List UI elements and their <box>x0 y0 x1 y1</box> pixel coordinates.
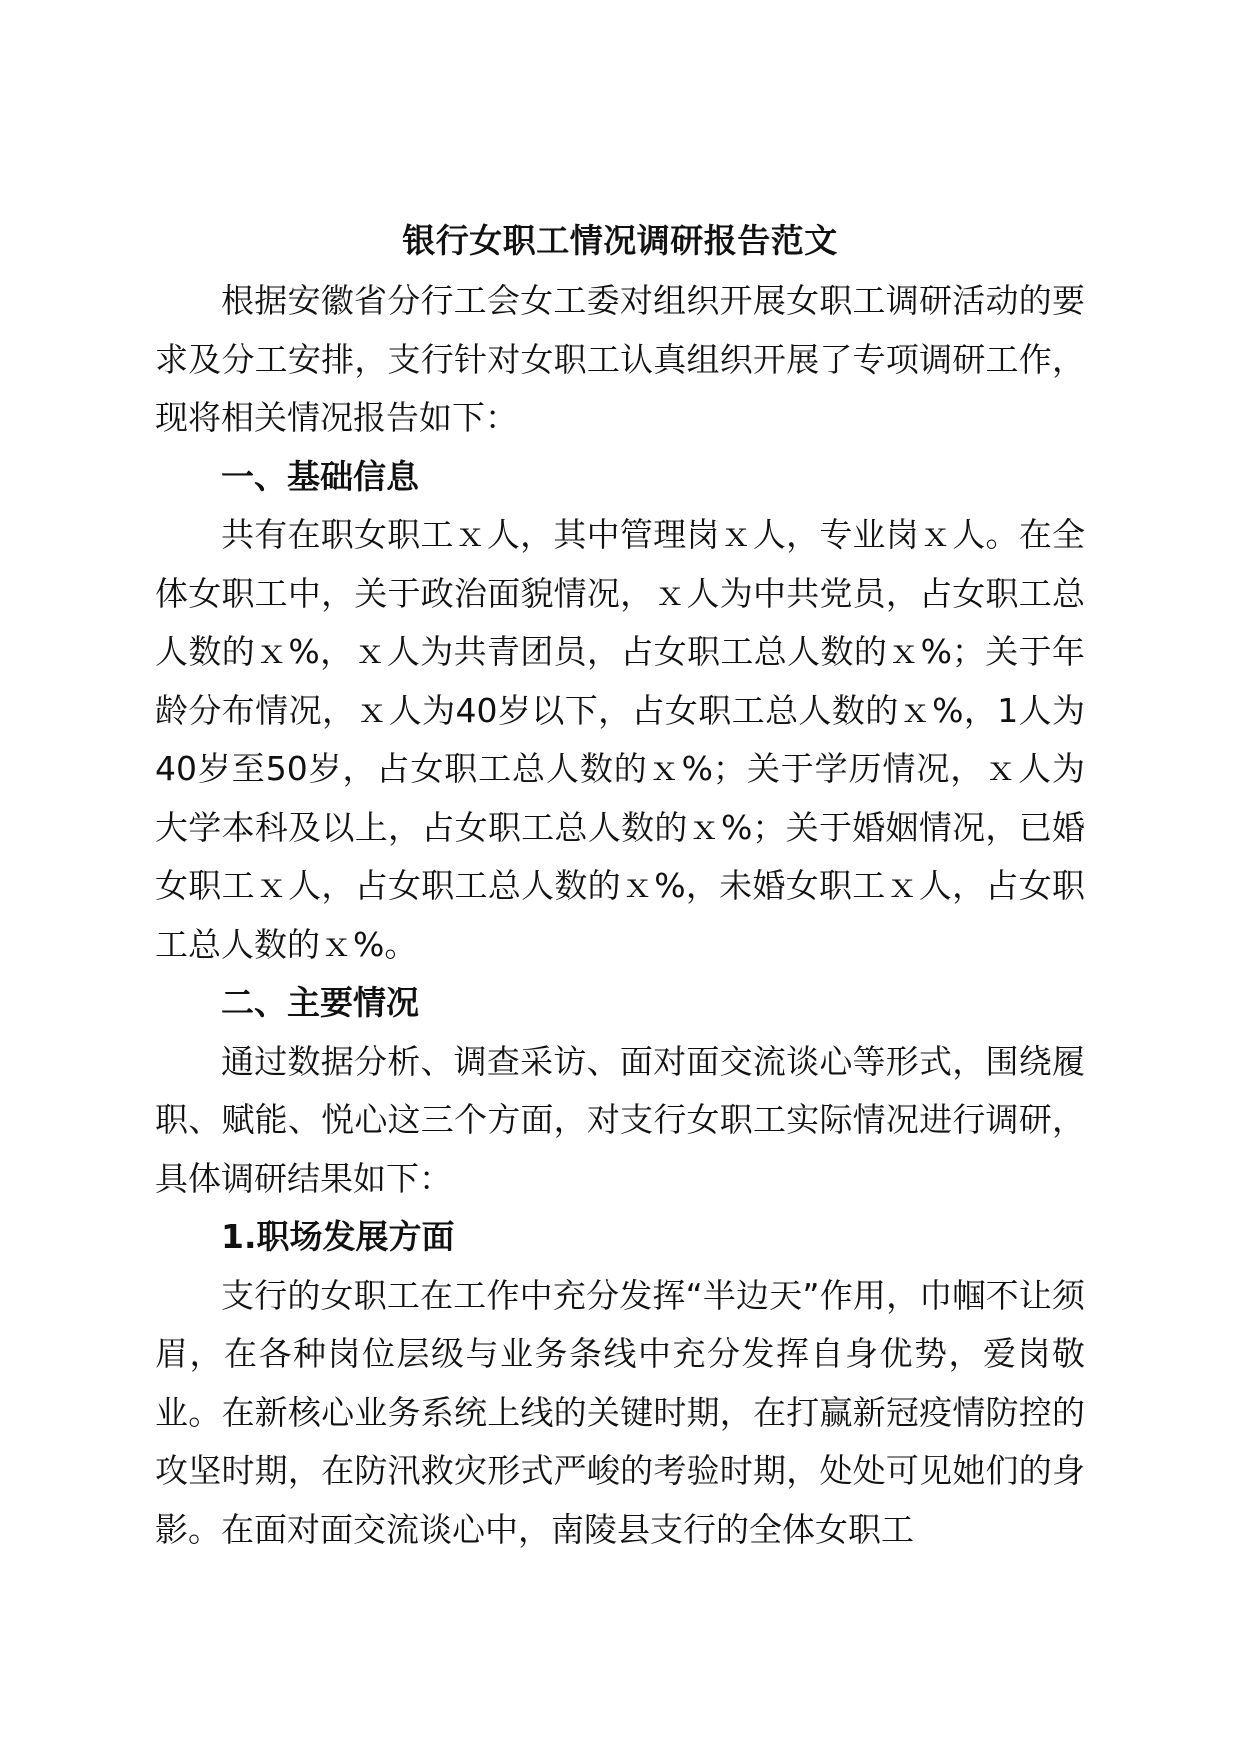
subsection-heading-career: 1.职场发展方面 <box>221 1217 455 1256</box>
document-page <box>155 212 1085 1559</box>
intro-paragraph: 根据安徽省分行工会女工委对组织开展女职工调研活动的要求及分工安排，支行针对女职工认真组织开展了专项调研工作，现将相关情况报告如下： <box>155 281 1085 437</box>
section-heading-main-situation: 二、主要情况 <box>221 983 419 1022</box>
section-heading-basic-info: 一、基础信息 <box>221 456 419 496</box>
career-paragraph: 支行的女职工在工作中充分发挥“半边天”作用，巾帼不让须眉，在各种岗位层级与业务条线中充分发挥自身优势，爱岗敬业。在新核心业务系统上线的关键时期，在打赢新冠疫情防控的攻坚时期，在防汛救灾形式严峻的考验时期，处处可见她们的身影。在面对面交流谈心中，南陵县支行的全体女职工 <box>155 1275 1085 1549</box>
document-title: 银行女职工情况调研报告范文 <box>402 221 838 260</box>
main-situation-paragraph: 通过数据分析、调查采访、面对面交流谈心等形式，围绕履职、赋能、悦心这三个方面，对支行女职工实际情况进行调研，具体调研结果如下： <box>155 1041 1085 1198</box>
basic-info-paragraph: 共有在职女职工ｘ人，其中管理岗ｘ人，专业岗ｘ人。在全体女职工中，关于政治面貌情况，ｘ人为中共党员，占女职工总人数的ｘ%，ｘ人为共青团员，占女职工总人数的ｘ%；关于年龄分布情况，ｘ人为40岁以下，占女职工总人数的ｘ%，1人为40岁至50岁，占女职工总人数的ｘ%；关于学历情况，ｘ人为大学本科及以上，占女职工总人数的ｘ%；关于婚姻情况，已婚女职工ｘ人，占女职工总人数的ｘ%，未婚女职工ｘ人，占女职工总人数的ｘ%。 <box>155 515 1085 964</box>
